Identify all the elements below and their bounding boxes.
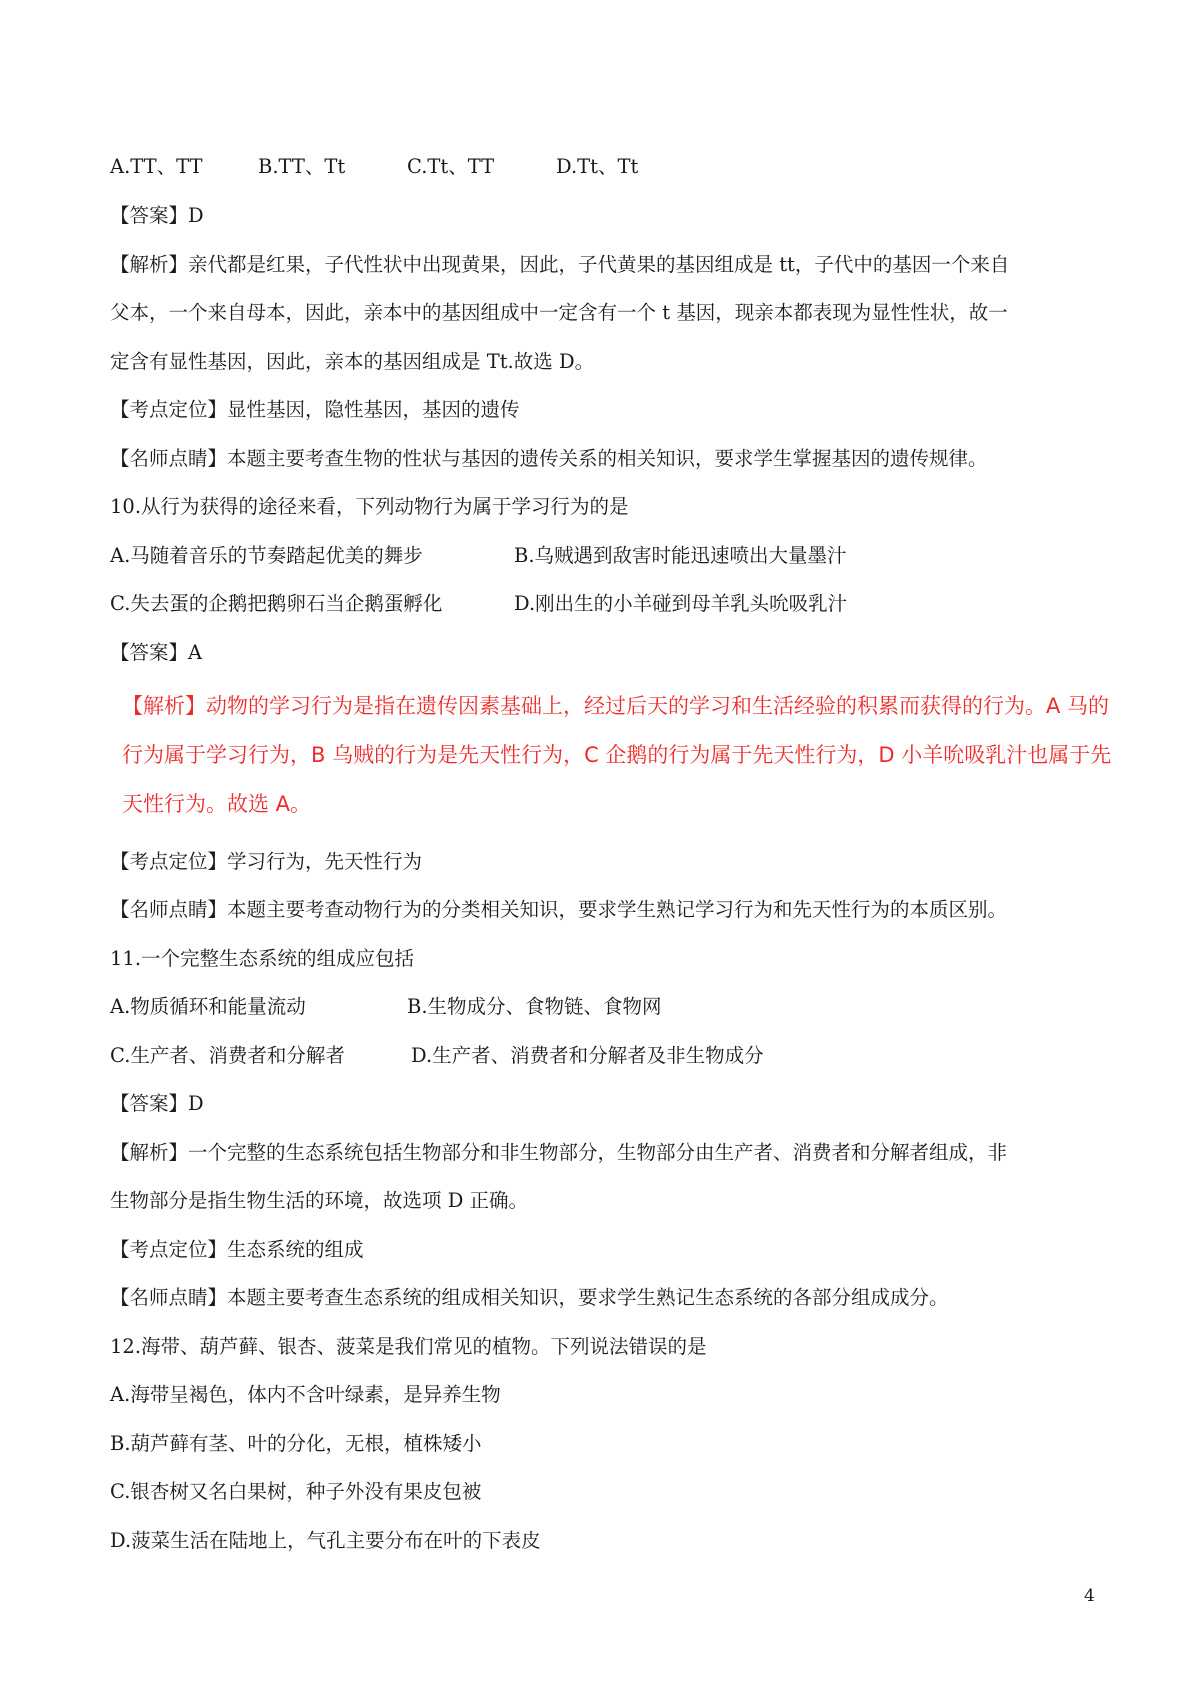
q10-option-c: C.失去蛋的企鹅把鹅卵石当企鹅蛋孵化 bbox=[110, 592, 443, 615]
q10-analysis-line-1: 【解析】动物的学习行为是指在遗传因素基础上，经过后天的学习和生活经验的积累而获得的行为。A 马的 bbox=[122, 694, 1110, 718]
q10-stem: 10.从行为获得的途径来看，下列动物行为属于学习行为的是 bbox=[110, 495, 629, 518]
q11-stem: 11.一个完整生态系统的组成应包括 bbox=[110, 947, 415, 970]
q9-analysis-line-2: 父本，一个来自母本，因此，亲本中的基因组成中一定含有一个 t 基因，现亲本都表现为显性性状，故一 bbox=[110, 301, 1008, 324]
q12-option-c: C.银杏树又名白果树，种子外没有果皮包被 bbox=[110, 1480, 482, 1503]
q10-option-d: D.刚出生的小羊碰到母羊乳头吮吸乳汁 bbox=[514, 592, 848, 615]
q9-option-d: D.Tt、Tt bbox=[556, 155, 639, 178]
q10-answer: 【答案】A bbox=[110, 641, 203, 664]
q12-option-a: A.海带呈褐色，体内不含叶绿素，是异养生物 bbox=[110, 1383, 501, 1406]
q11-analysis-line-2: 生物部分是指生物生活的环境，故选项 D 正确。 bbox=[110, 1189, 529, 1212]
q10-kaodian: 【考点定位】学习行为，先天性行为 bbox=[110, 850, 423, 873]
q9-dianjing: 【名师点睛】本题主要考查生物的性状与基因的遗传关系的相关知识，要求学生掌握基因的遗传规律。 bbox=[110, 447, 988, 470]
q9-option-a: A.TT、TT bbox=[110, 155, 203, 178]
q12-option-d: D.菠菜生活在陆地上，气孔主要分布在叶的下表皮 bbox=[110, 1529, 541, 1552]
q10-option-b: B.乌贼遇到敌害时能迅速喷出大量墨汁 bbox=[514, 544, 847, 567]
q11-option-b: B.生物成分、食物链、食物网 bbox=[407, 995, 662, 1018]
q11-analysis-line-1: 【解析】一个完整的生态系统包括生物部分和非生物部分，生物部分由生产者、消费者和分解者组成，非 bbox=[110, 1141, 1008, 1164]
q10-analysis-line-2: 行为属于学习行为，B 乌贼的行为是先天性行为，C 企鹅的行为属于先天性行为，D 小羊吮吸乳汁也属于先 bbox=[122, 743, 1112, 767]
q11-option-d: D.生产者、消费者和分解者及非生物成分 bbox=[411, 1044, 764, 1067]
q9-answer: 【答案】D bbox=[110, 204, 204, 227]
q9-option-b: B.TT、Tt bbox=[258, 155, 346, 178]
q10-analysis-line-3: 天性行为。故选 A。 bbox=[122, 792, 312, 816]
q11-option-a: A.物质循环和能量流动 bbox=[110, 995, 306, 1018]
page-number: 4 bbox=[1084, 1586, 1095, 1606]
q11-kaodian: 【考点定位】生态系统的组成 bbox=[110, 1238, 364, 1261]
q10-option-a: A.马随着音乐的节奏踏起优美的舞步 bbox=[110, 544, 423, 567]
q9-analysis-line-1: 【解析】亲代都是红果，子代性状中出现黄果，因此，子代黄果的基因组成是 tt，子代中的基因一个来自 bbox=[110, 253, 1010, 276]
q11-answer: 【答案】D bbox=[110, 1092, 204, 1115]
q9-kaodian: 【考点定位】显性基因，隐性基因，基因的遗传 bbox=[110, 398, 520, 421]
q9-option-c: C.Tt、TT bbox=[407, 155, 495, 178]
q11-dianjing: 【名师点睛】本题主要考查生态系统的组成相关知识，要求学生熟记生态系统的各部分组成成分。 bbox=[110, 1286, 949, 1309]
q9-analysis-line-3: 定含有显性基因，因此，亲本的基因组成是 Tt.故选 D。 bbox=[110, 350, 595, 373]
q12-stem: 12.海带、葫芦藓、银杏、菠菜是我们常见的植物。下列说法错误的是 bbox=[110, 1335, 707, 1358]
q12-option-b: B.葫芦藓有茎、叶的分化，无根，植株矮小 bbox=[110, 1432, 482, 1455]
q11-option-c: C.生产者、消费者和分解者 bbox=[110, 1044, 345, 1067]
q10-dianjing: 【名师点睛】本题主要考查动物行为的分类相关知识，要求学生熟记学习行为和先天性行为的本质区别。 bbox=[110, 898, 1008, 921]
